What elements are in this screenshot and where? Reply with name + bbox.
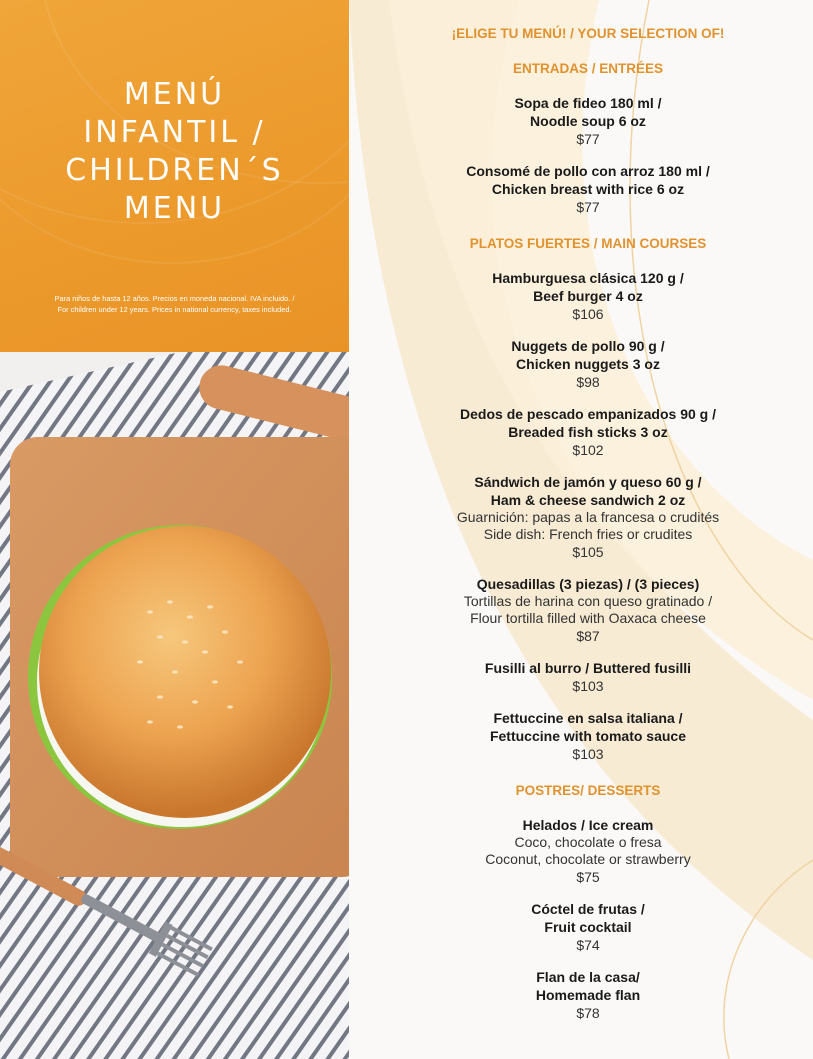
menu-item [349,162,813,216]
menu-item [349,94,813,148]
item-price: $78 [576,1005,600,1021]
section-title: ENTRADAS / ENTRÉES [512,61,664,76]
menu-item [349,337,813,391]
selection-heading: ¡ELIGE TU MENÚ! / YOUR SELECTION OF! [451,26,725,41]
item-name: Fettuccine en salsa italiana / Fettuccine with tomato sauce [489,710,687,744]
item-name: Fusilli al burro / Buttered fusilli [484,660,692,676]
menu-title-line: INFANTIL / [83,115,266,150]
menu-item [349,269,813,323]
item-name: Consomé de pollo con arroz 180 ml / Chicken breast with rice 6 oz [466,163,710,197]
item-name: Sándwich de jamón y queso 60 g / Ham & cheese sandwich 2 oz [474,474,702,508]
item-price: $75 [576,869,600,885]
menu-title-line: CHILDREN´S [65,153,284,188]
pricing-note-line: Para niños de hasta 12 años. Precios en moneda nacional. IVA incluido. / [54,294,295,303]
item-name: Cóctel de frutas / Fruit cocktail [531,901,645,935]
menu-item [349,709,813,763]
item-name: Quesadillas (3 piezas) / (3 pieces) [476,576,700,592]
item-description: Tortillas de harina con queso gratinado / Flour tortilla filled with Oaxaca cheese [463,593,713,626]
item-price: $77 [576,199,600,215]
section-entradas [349,61,813,216]
section-platos-fuertes [349,236,813,763]
menu-item [349,405,813,459]
item-description: Coco, chocolate o fresa Coconut, chocolate or strawberry [485,834,691,867]
item-price: $103 [572,746,604,762]
menu-item [349,968,813,1022]
item-price: $105 [572,544,604,560]
item-price: $87 [576,628,600,644]
section-title: PLATOS FUERTES / MAIN COURSES [469,236,707,251]
item-name: Sopa de fideo 180 ml / Noodle soup 6 oz [514,95,662,129]
item-price: $103 [572,678,604,694]
menu-title [0,76,349,228]
item-name: Flan de la casa/ Homemade flan [535,969,641,1003]
menu-item [349,473,813,561]
burger-photo [0,352,349,1059]
pricing-note-line: For children under 12 years. Prices in national currency, taxes included. [57,305,292,314]
item-description: Guarnición: papas a la francesa o crudités Side dish: French fries or crudites [456,509,720,542]
item-price: $106 [572,306,604,322]
item-name: Helados / Ice cream [522,817,654,833]
menu-title-line: MENÚ [123,77,226,112]
menu-item [349,575,813,645]
section-title: POSTRES/ DESSERTS [515,783,661,798]
item-name: Nuggets de pollo 90 g / Chicken nuggets 3 oz [511,338,665,372]
menu-item [349,816,813,886]
section-postres [349,783,813,1022]
menu-item [349,900,813,954]
item-price: $74 [576,937,600,953]
item-price: $98 [576,374,600,390]
title-banner [0,0,349,352]
pricing-note [22,293,327,315]
item-name: Dedos de pescado empanizados 90 g / Breaded fish sticks 3 oz [460,406,716,440]
item-price: $77 [576,131,600,147]
menu-title-line: MENU [123,191,226,226]
left-panel [0,0,349,1059]
menu-panel [349,0,813,1059]
menu-content [349,0,813,1036]
item-name: Hamburguesa clásica 120 g / Beef burger 4 oz [492,270,684,304]
menu-item [349,659,813,695]
item-price: $102 [572,442,604,458]
